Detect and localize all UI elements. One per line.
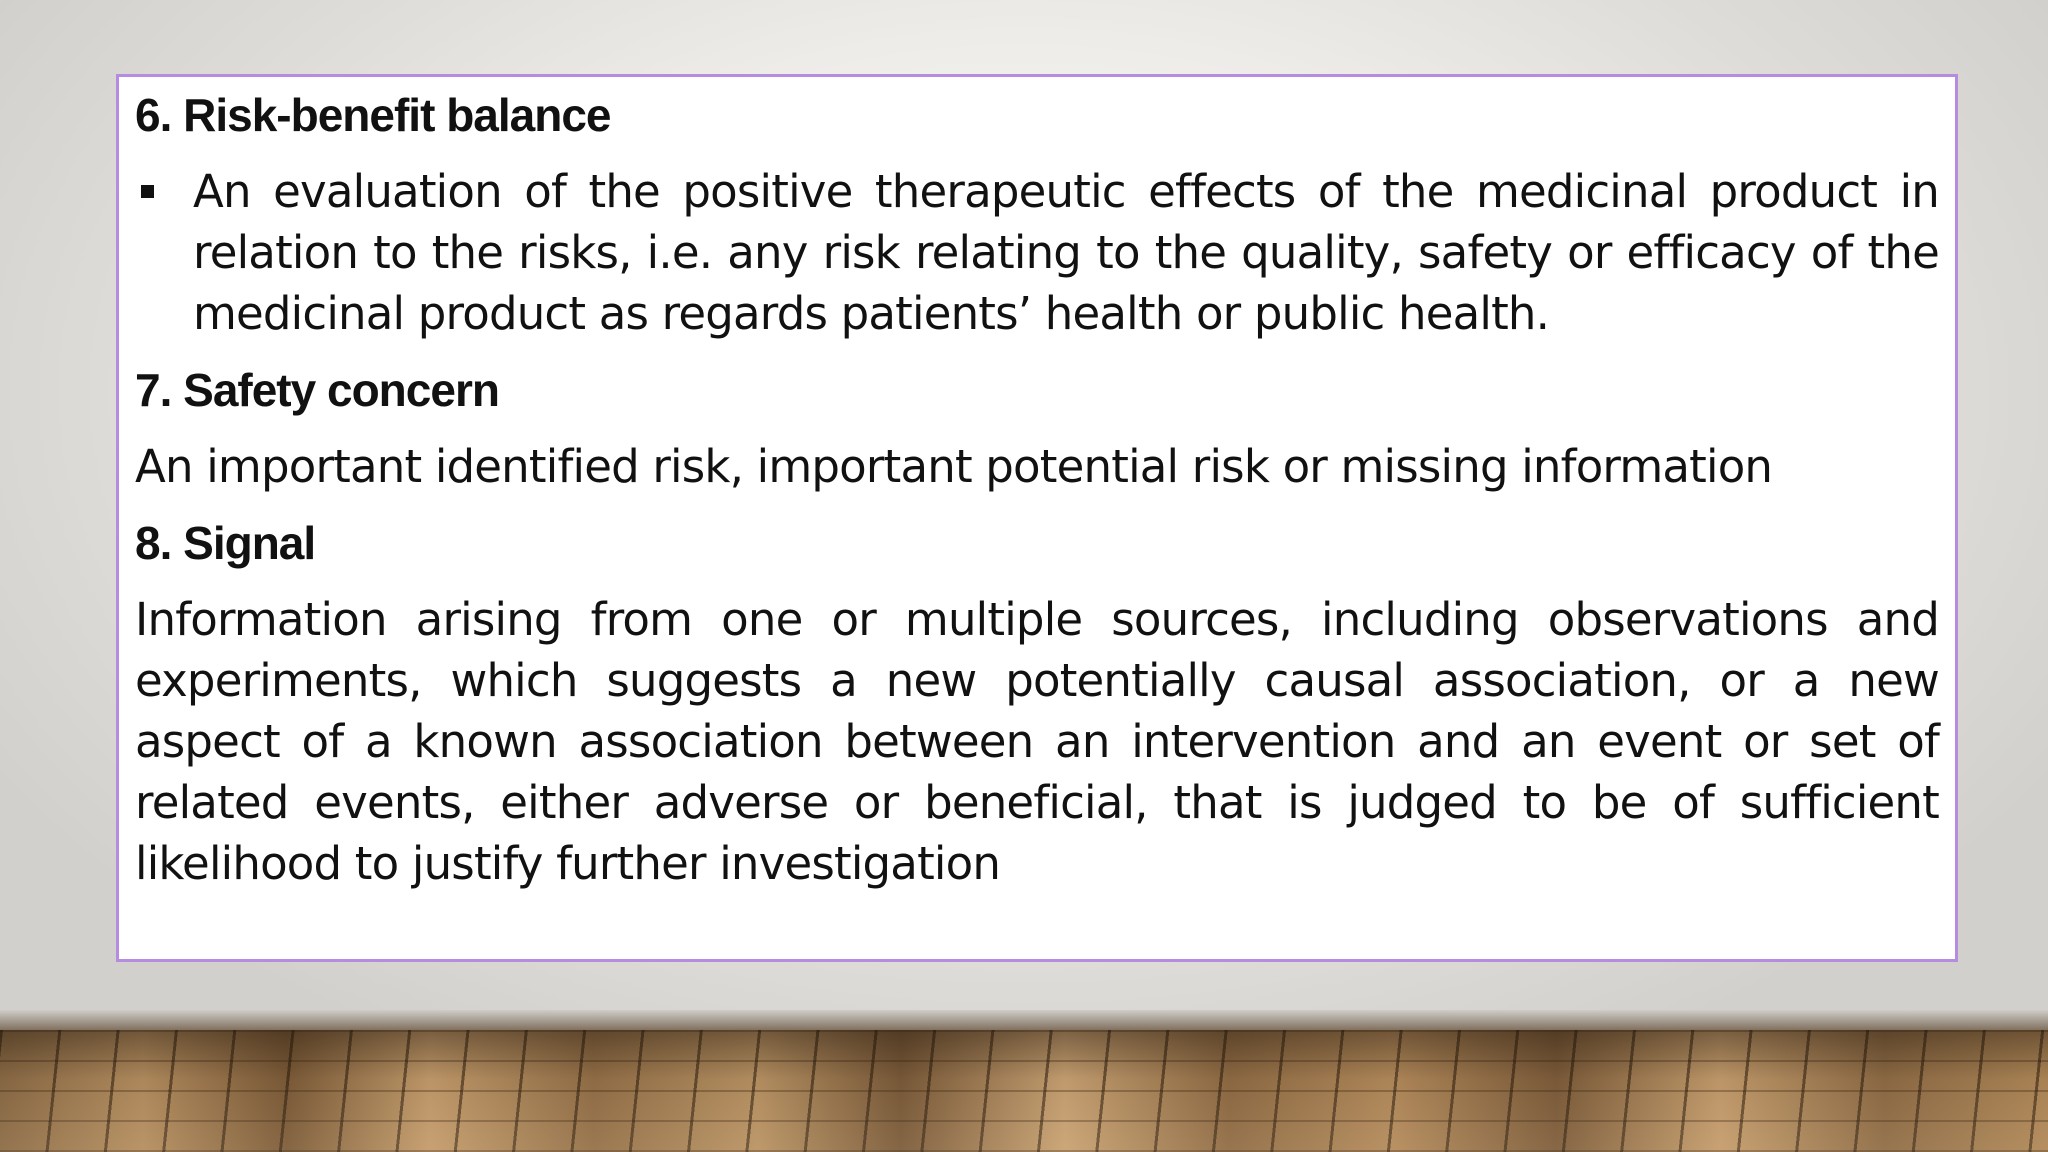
- safety-concern-definition: An important identified risk, important potential risk or missing information: [135, 440, 1773, 493]
- signal-definition: Information arising from one or multiple sources, including observations and experiments, which suggests a new potentially causal association, or a new aspect of a known association between an intervention and an event or set of related events, either adverse or beneficial, that is judged to be of sufficient likelihood to justify further investigation: [135, 593, 1939, 890]
- floor-shading: [0, 1030, 2048, 1152]
- risk-benefit-definition: An evaluation of the positive therapeutic effects of the medicinal product in relation to the risks, i.e. any risk relating to the quality, safety or efficacy of the medicinal product as regards patients’ health or public health.: [193, 165, 1939, 340]
- heading-risk-benefit-balance: 6. Risk-benefit balance: [135, 89, 611, 141]
- definitions-text-box: [116, 74, 1958, 962]
- heading-safety-concern: 7. Safety concern: [135, 364, 499, 416]
- heading-signal: 8. Signal: [135, 517, 316, 569]
- square-bullet-icon: [141, 185, 154, 198]
- bullet-item-risk-benefit: [135, 161, 1939, 344]
